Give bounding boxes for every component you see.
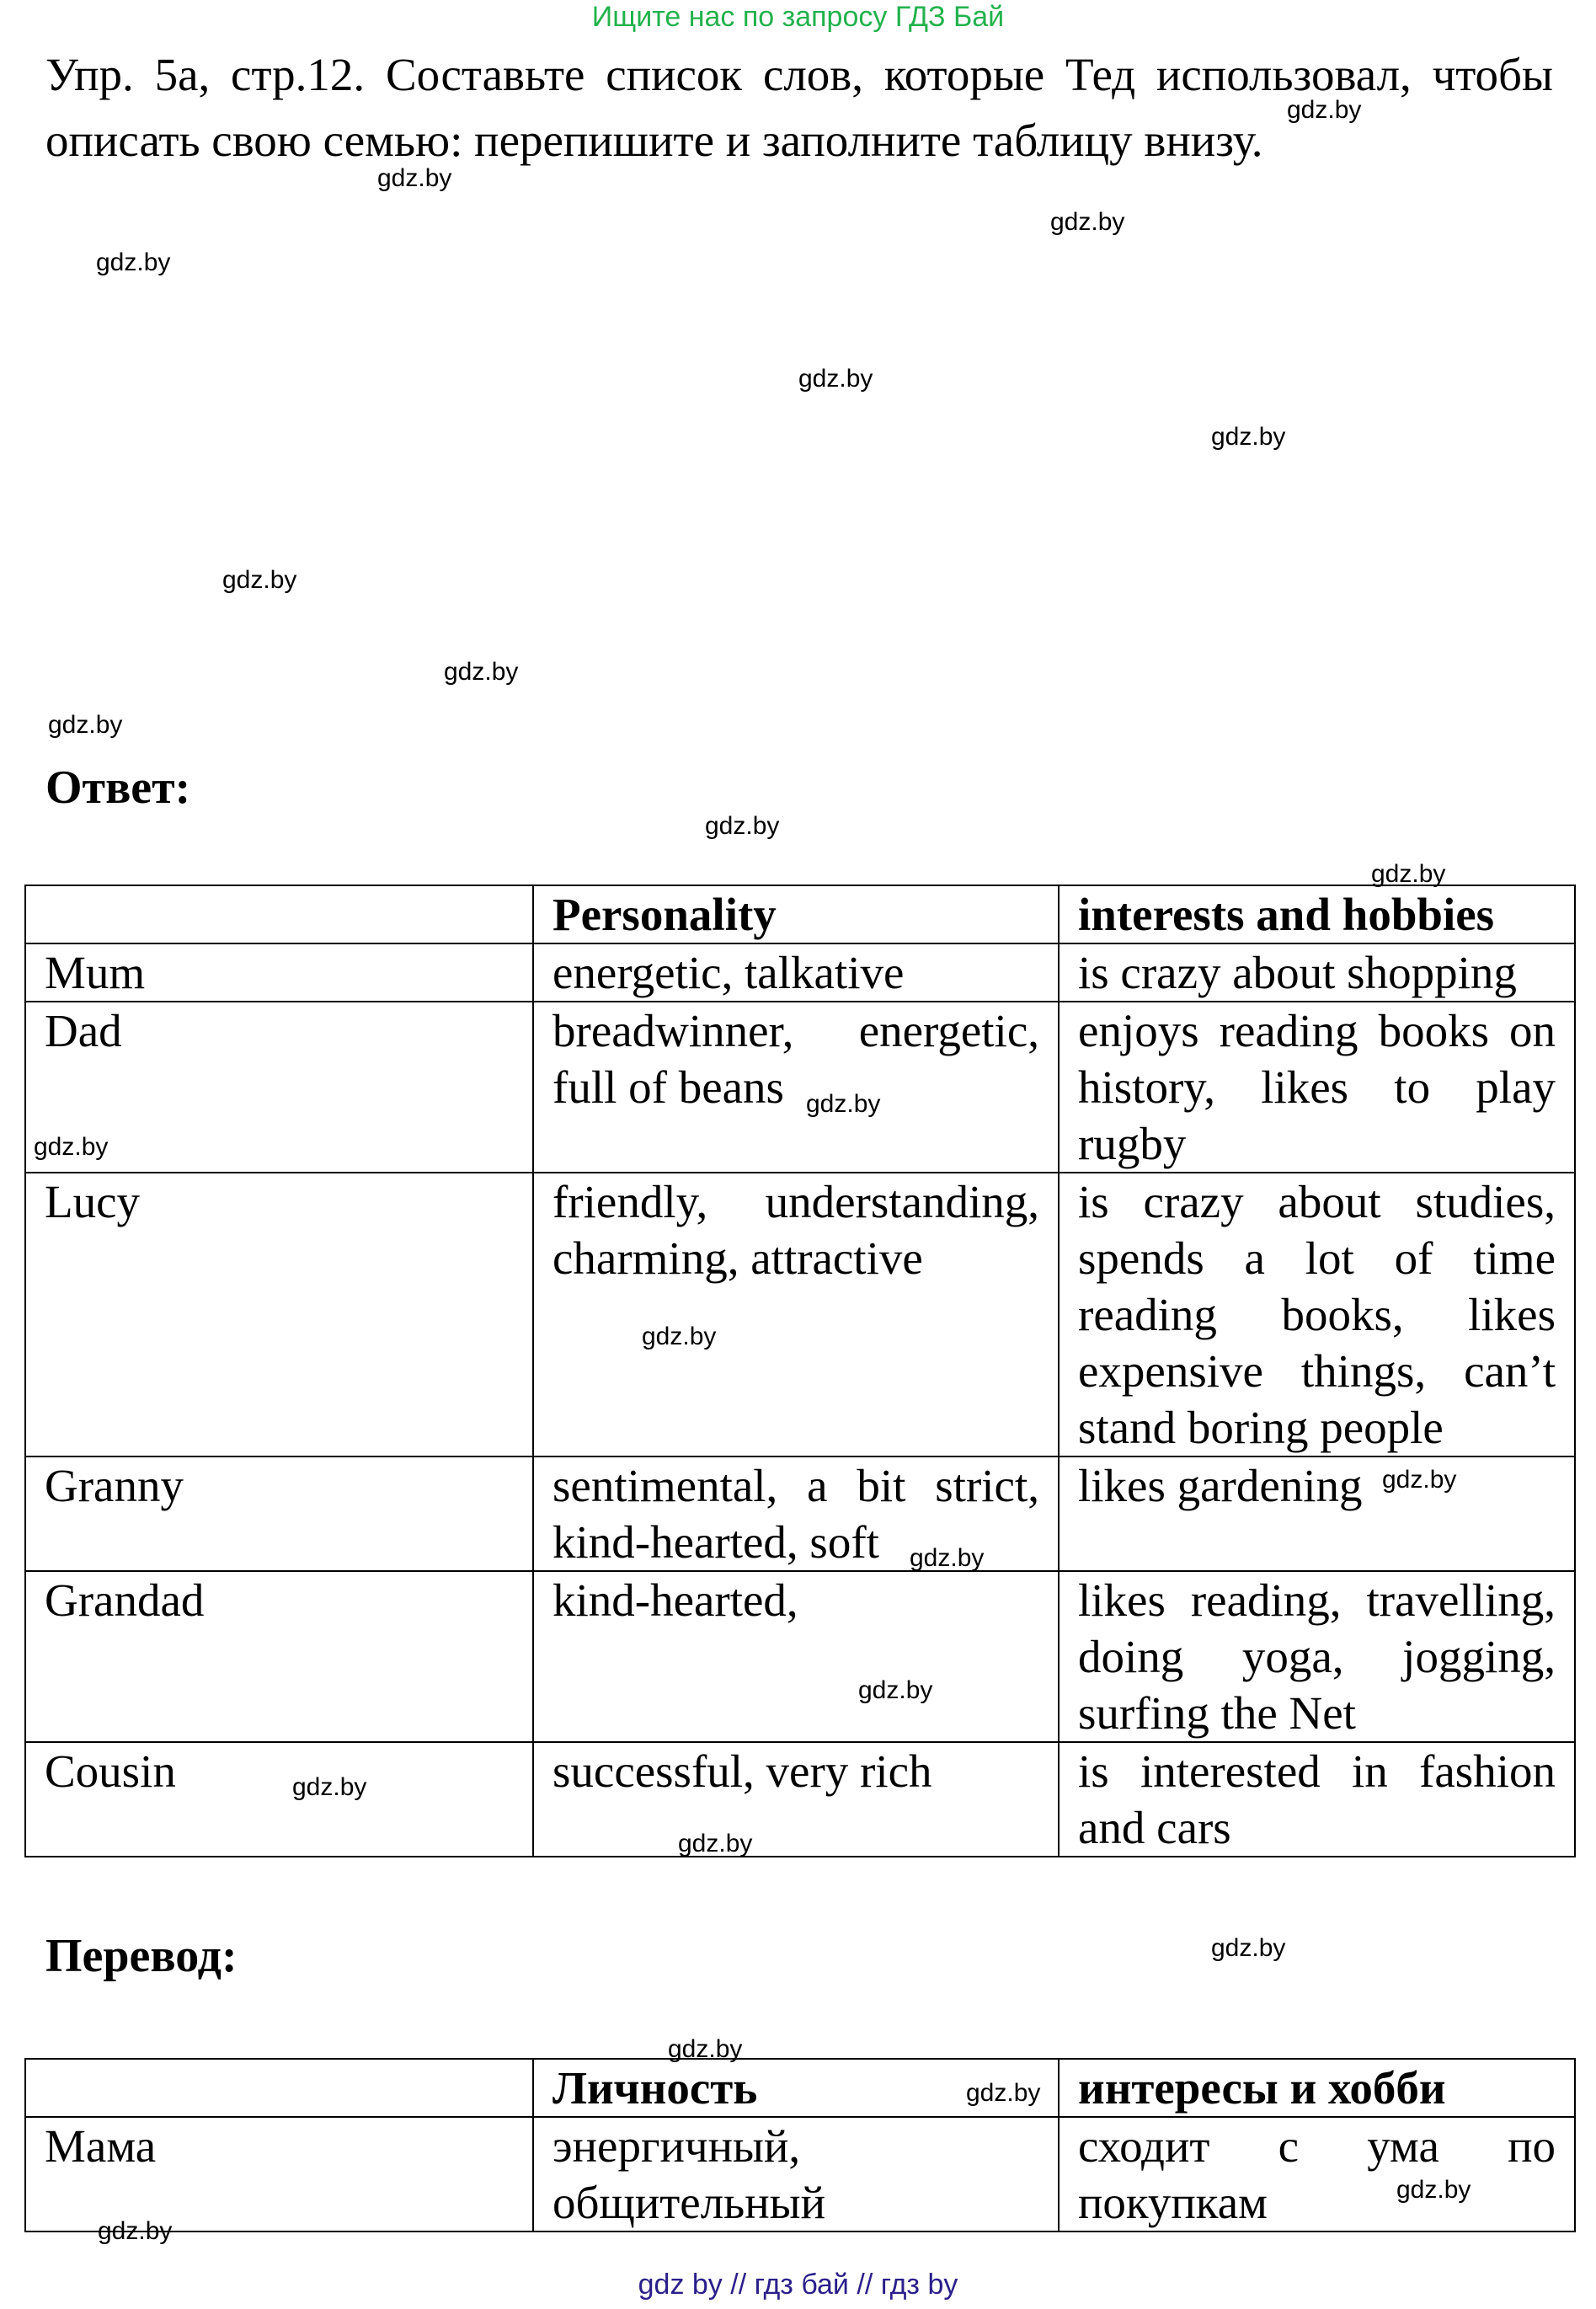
watermark: gdz.by [642, 1323, 717, 1350]
row-interests: likes reading, travelling, doing yoga, jogging, surfing the Net [1059, 1571, 1575, 1742]
watermark: gdz.by [48, 711, 123, 739]
table-row [25, 1173, 1575, 1456]
watermark: gdz.by [1287, 96, 1362, 124]
row-personality: energetic, talkative [533, 943, 1059, 1002]
row-name: Cousin [25, 1742, 533, 1857]
top-banner[interactable]: Ищите нас по запросу ГДЗ Бай [591, 1, 1005, 33]
table-header-row [25, 885, 1575, 943]
header-personality: Личность [533, 2059, 1059, 2117]
watermark: gdz.by [678, 1830, 753, 1857]
watermark: gdz.by [1050, 208, 1125, 236]
row-personality: breadwinner, energetic, full of beans [533, 1002, 1059, 1173]
watermark: gdz.by [668, 2035, 743, 2063]
watermark: gdz.by [1382, 1466, 1457, 1494]
row-personality: kind-hearted, [533, 1571, 1059, 1742]
watermark: gdz.by [444, 658, 519, 686]
watermark: gdz.by [858, 1676, 933, 1704]
watermark: gdz.by [34, 1133, 109, 1161]
watermark: gdz.by [705, 812, 780, 840]
watermark: gdz.by [292, 1773, 367, 1801]
row-personality: sentimental, a bit strict, kind-hearted, soft [533, 1456, 1059, 1571]
row-name: Grandad [25, 1571, 533, 1742]
header-interests: interests and hobbies [1059, 885, 1575, 943]
table-header-row [25, 2059, 1575, 2117]
task-text: Упр. 5a, стр.12. Составьте список слов, которые Тед использовал, чтобы описать свою семью: перепишите и заполните таблицу внизу. [45, 49, 1553, 166]
row-name: Lucy [25, 1173, 533, 1456]
watermark: gdz.by [377, 164, 452, 192]
row-interests: enjoys reading books on history, likes to play rugby [1059, 1002, 1575, 1173]
header-personality: Personality [533, 885, 1059, 943]
watermark: gdz.by [806, 1090, 881, 1118]
answer-table [24, 885, 1576, 1857]
row-interests: is crazy about studies, spends a lot of time reading books, likes expensive things, can’t stand boring people [1059, 1173, 1575, 1456]
header-cell-empty [25, 2059, 533, 2117]
row-interests: is crazy about shopping [1059, 943, 1575, 1002]
row-interests: likes gardening [1059, 1456, 1575, 1571]
watermark: gdz.by [1371, 860, 1446, 888]
row-name: Mum [25, 943, 533, 1002]
watermark: gdz.by [1396, 2176, 1471, 2204]
footer-links[interactable]: gdz by // гдз бай // гдз by [638, 2269, 958, 2301]
table-row [25, 1571, 1575, 1742]
header-interests: интересы и хобби [1059, 2059, 1575, 2117]
watermark: gdz.by [1211, 1934, 1286, 1962]
row-name: Мама [25, 2117, 533, 2231]
answer-heading: Ответ: [45, 762, 191, 814]
translation-table [24, 2058, 1576, 2232]
watermark: gdz.by [1211, 423, 1286, 451]
row-personality: энергичный, общительный [533, 2117, 1059, 2231]
watermark: gdz.by [910, 1544, 985, 1572]
watermark: gdz.by [222, 566, 297, 594]
row-interests: is interested in fashion and cars [1059, 1742, 1575, 1857]
row-personality: successful, very rich [533, 1742, 1059, 1857]
table-row [25, 1456, 1575, 1571]
header-cell-empty [25, 885, 533, 943]
watermark: gdz.by [966, 2079, 1041, 2107]
table-row [25, 943, 1575, 1002]
table-row [25, 1002, 1575, 1173]
table-row [25, 2117, 1575, 2231]
watermark: gdz.by [98, 2217, 173, 2245]
row-name: Dad [25, 1002, 533, 1173]
row-personality: friendly, understanding, charming, attractive [533, 1173, 1059, 1456]
row-name: Granny [25, 1456, 533, 1571]
watermark: gdz.by [798, 365, 873, 393]
row-interests: сходит с ума по покупкам [1059, 2117, 1575, 2231]
table-row [25, 1742, 1575, 1857]
watermark: gdz.by [96, 249, 171, 276]
translation-heading: Перевод: [45, 1930, 238, 1982]
